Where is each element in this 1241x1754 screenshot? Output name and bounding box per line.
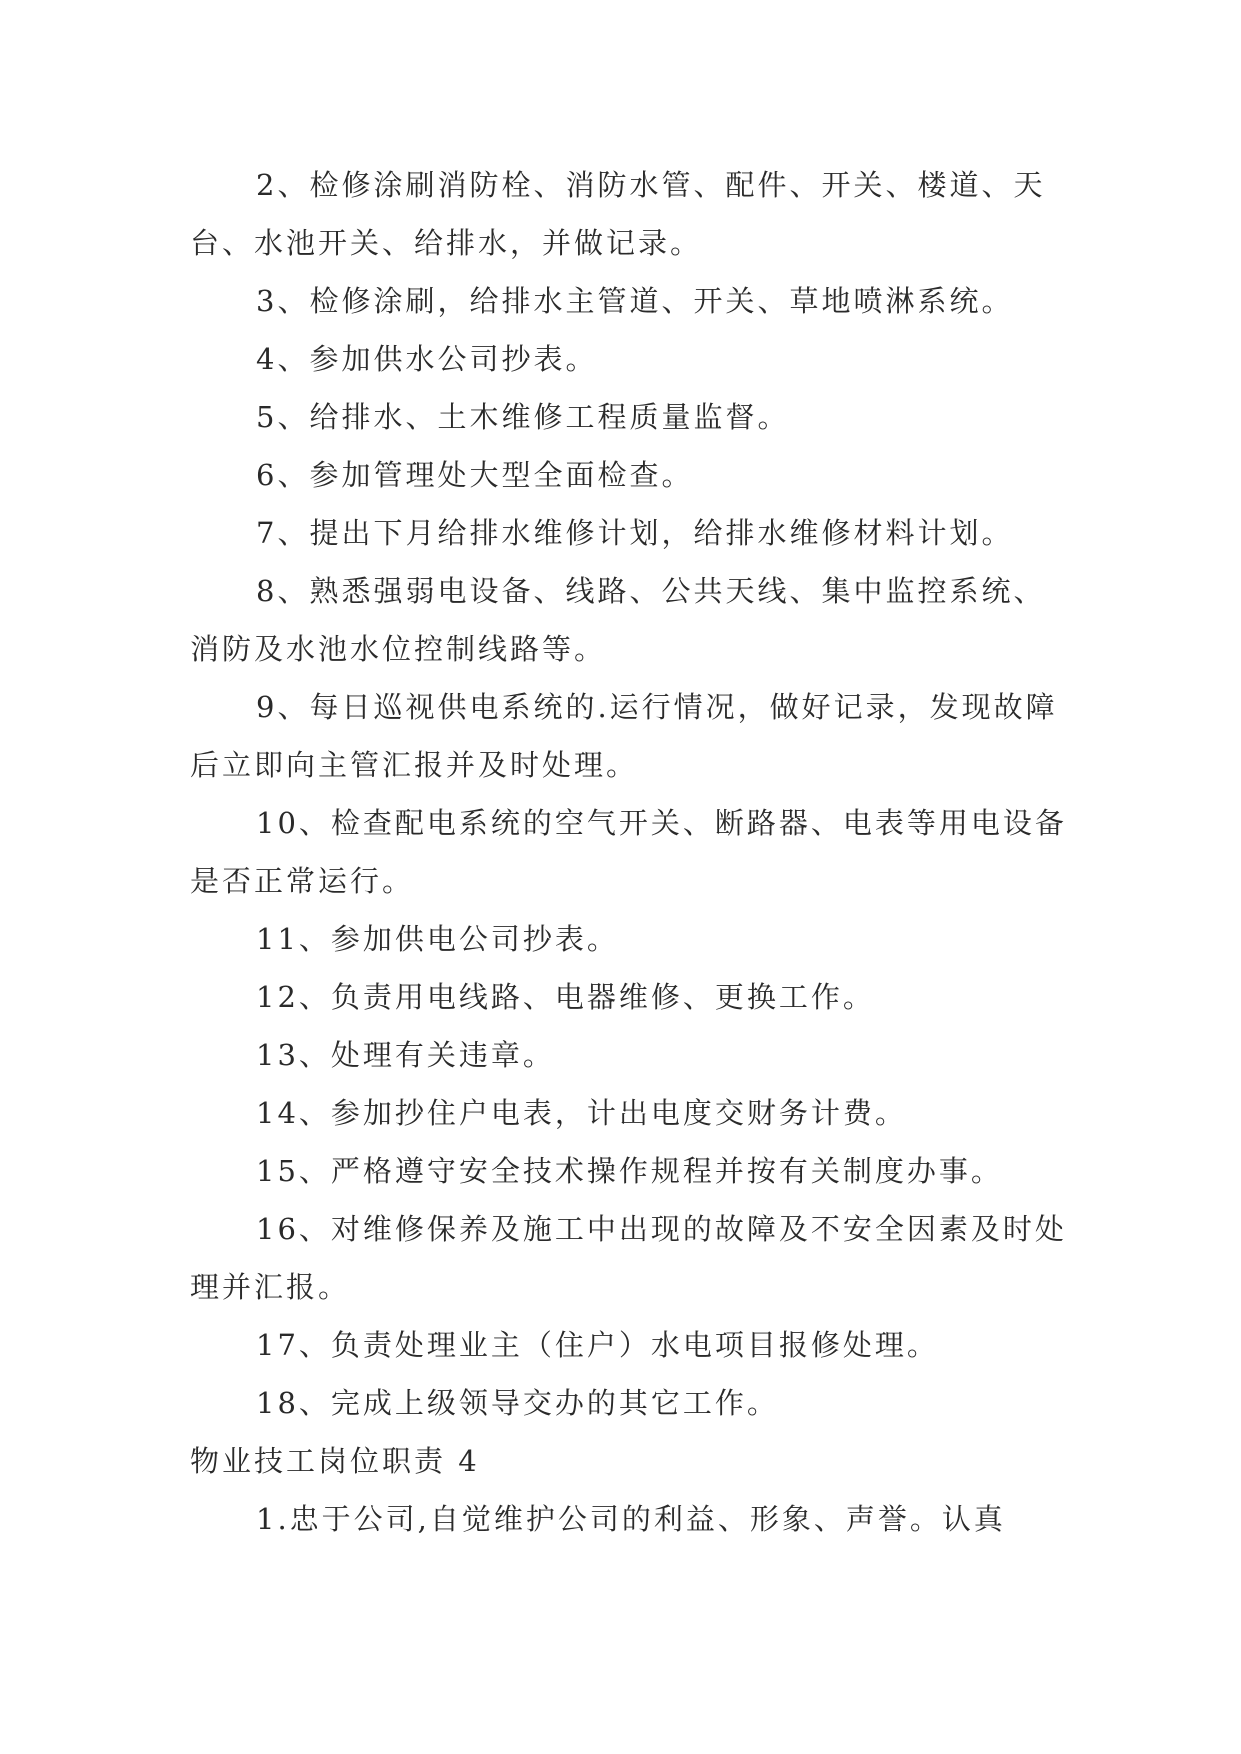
paragraph-item-10: 10、检查配电系统的空气开关、断路器、电表等用电设备是否正常运行。 <box>190 806 1067 898</box>
paragraph-item-1: 1.忠于公司,自觉维护公司的利益、形象、声誉。认真 <box>256 1502 1006 1536</box>
paragraph-item-5: 5、给排水、土木维修工程质量监督。 <box>256 400 790 434</box>
paragraph-item-8: 8、熟悉强弱电设备、线路、公共天线、集中监控系统、消防及水池水位控制线路等。 <box>190 574 1046 666</box>
document-body <box>190 156 1070 1548</box>
paragraph-item-18: 18、完成上级领导交办的其它工作。 <box>256 1386 779 1420</box>
paragraph-item-3: 3、检修涂刷，给排水主管道、开关、草地喷淋系统。 <box>256 284 1014 318</box>
paragraph-item-2: 2、检修涂刷消防栓、消防水管、配件、开关、楼道、天台、水池开关、给排水，并做记录。 <box>190 168 1046 260</box>
paragraph-item-7: 7、提出下月给排水维修计划，给排水维修材料计划。 <box>256 516 1014 550</box>
paragraph-item-17: 17、负责处理业主（住户）水电项目报修处理。 <box>256 1328 939 1362</box>
paragraph-item-12: 12、负责用电线路、电器维修、更换工作。 <box>256 980 875 1014</box>
paragraph-item-13: 13、处理有关违章。 <box>256 1038 555 1072</box>
paragraph-item-9: 9、每日巡视供电系统的.运行情况，做好记录，发现故障后立即向主管汇报并及时处理。 <box>190 690 1058 782</box>
paragraph-item-4: 4、参加供水公司抄表。 <box>256 342 598 376</box>
section-heading: 物业技工岗位职责 4 <box>190 1444 480 1478</box>
paragraph-item-14: 14、参加抄住户电表，计出电度交财务计费。 <box>256 1096 907 1130</box>
paragraph-item-11: 11、参加供电公司抄表。 <box>256 922 619 956</box>
paragraph-item-6: 6、参加管理处大型全面检查。 <box>256 458 694 492</box>
paragraph-item-15: 15、严格遵守安全技术操作规程并按有关制度办事。 <box>256 1154 1003 1188</box>
paragraph-item-16: 16、对维修保养及施工中出现的故障及不安全因素及时处理并汇报。 <box>190 1212 1067 1304</box>
